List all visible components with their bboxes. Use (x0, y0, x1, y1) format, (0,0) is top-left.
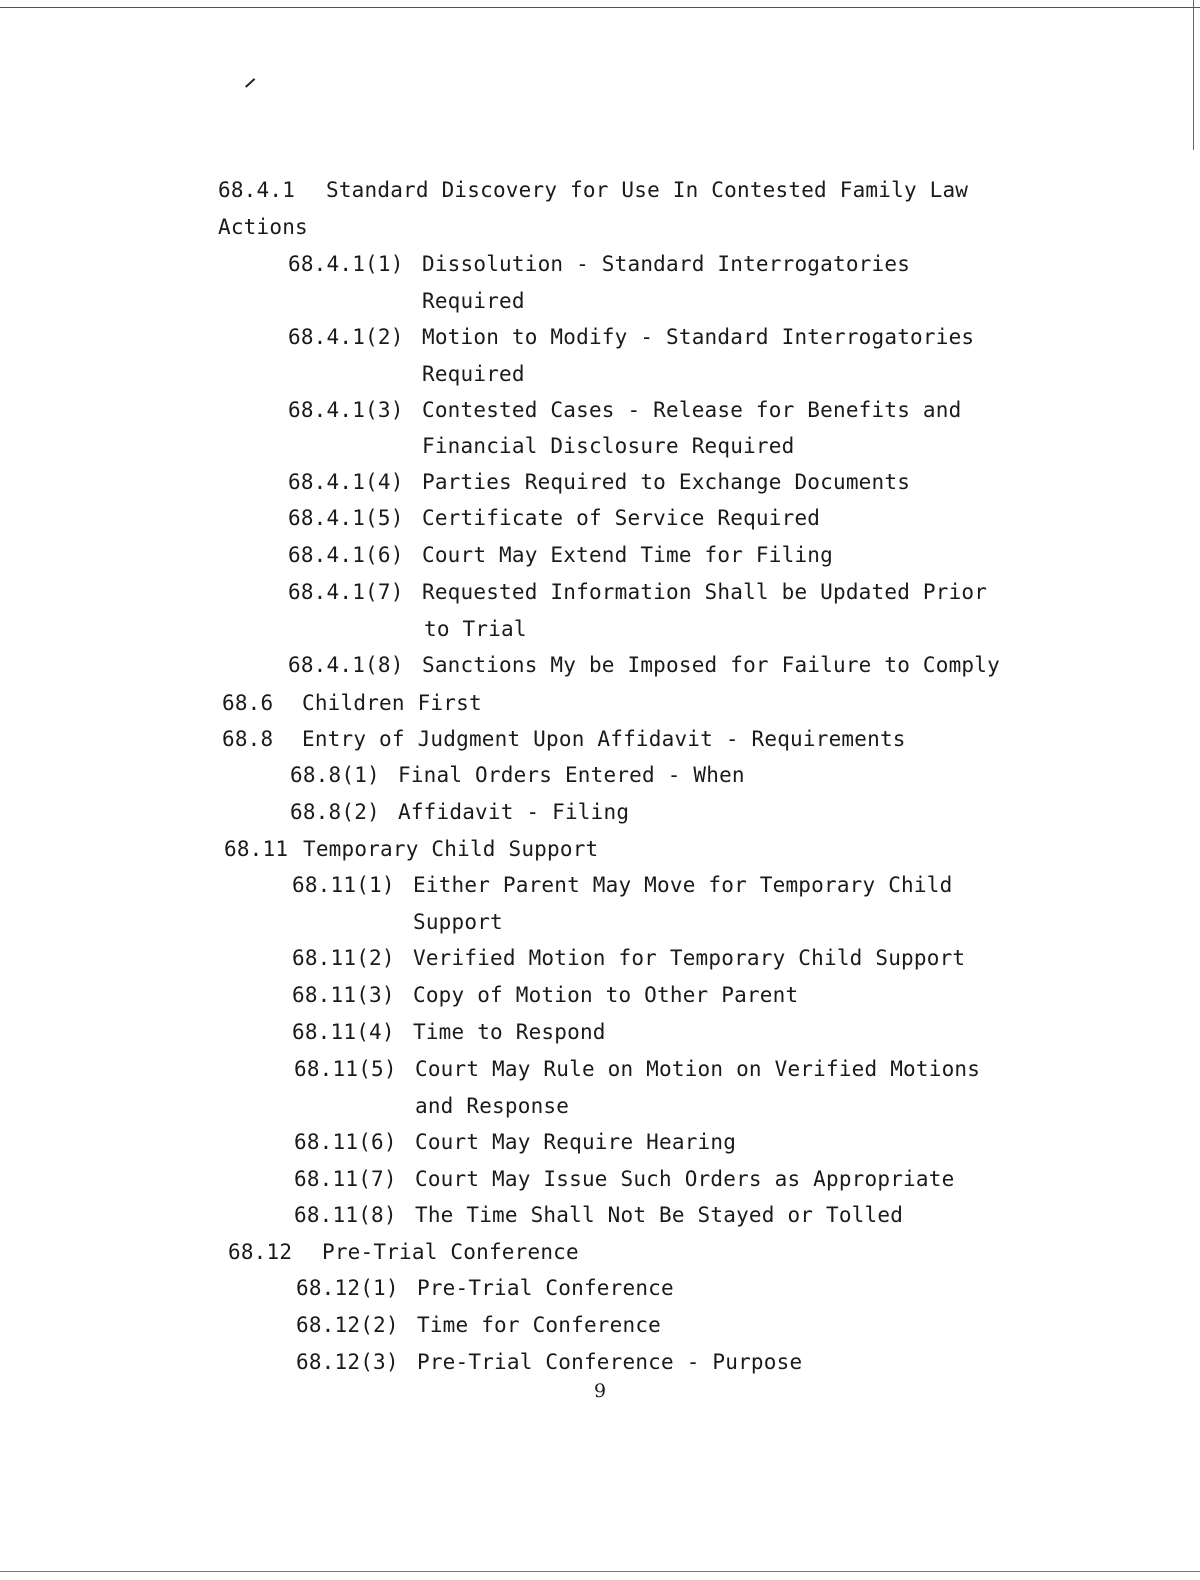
toc-number: 68.4.1(6) (288, 543, 404, 567)
toc-entry (288, 647, 1000, 684)
toc-title: The Time Shall Not Be Stayed or Tolled (415, 1203, 904, 1227)
toc-entry (290, 757, 745, 794)
toc-entry (296, 1344, 802, 1381)
toc-entry (294, 1051, 980, 1088)
toc-entry (288, 319, 974, 356)
toc-title: Time to Respond (413, 1020, 606, 1044)
toc-number: 68.11 (224, 837, 289, 861)
toc-entry (288, 246, 910, 283)
toc-continuation: Required (422, 289, 525, 313)
toc-entry (218, 172, 968, 209)
toc-entry (290, 794, 629, 831)
toc-entry (288, 537, 833, 574)
toc-title: Time for Conference (417, 1313, 662, 1337)
toc-title: Sanctions My be Imposed for Failure to Comply (422, 653, 1000, 677)
toc-title: Children First (302, 691, 482, 715)
toc-number: 68.4.1(4) (288, 470, 404, 494)
toc-number: 68.12 (228, 1240, 293, 1264)
toc-entry (228, 1234, 579, 1271)
toc-number: 68.12(3) (296, 1350, 399, 1374)
toc-entry (288, 574, 987, 611)
toc-title: Standard Discovery for Use In Contested Family Law (326, 178, 969, 202)
toc-number: 68.11(6) (294, 1130, 397, 1154)
toc-number: 68.12(1) (296, 1276, 399, 1300)
toc-number: 68.4.1(5) (288, 506, 404, 530)
toc-number: 68.11(8) (294, 1203, 397, 1227)
toc-title: Court May Extend Time for Filing (422, 543, 833, 567)
toc-entry (294, 1124, 736, 1161)
toc-number: 68.11(7) (294, 1167, 397, 1191)
page-number: 9 (593, 1380, 607, 1402)
toc-title: Final Orders Entered - When (398, 763, 745, 787)
toc-continuation: and Response (415, 1094, 570, 1118)
toc-title: Court May Require Hearing (415, 1130, 737, 1154)
scan-bottom-edge (0, 1571, 1200, 1572)
toc-number: 68.11(1) (292, 873, 395, 897)
toc-entry (296, 1307, 661, 1344)
toc-number: 68.11(2) (292, 946, 395, 970)
toc-continuation: Actions (218, 215, 308, 239)
toc-continuation: Required (422, 362, 525, 386)
toc-entry (288, 464, 910, 501)
toc-entry (292, 977, 798, 1014)
toc-title: Dissolution - Standard Interrogatories (422, 252, 911, 276)
toc-title: Parties Required to Exchange Documents (422, 470, 911, 494)
toc-title: Pre-Trial Conference - Purpose (417, 1350, 803, 1374)
toc-title: Affidavit - Filing (398, 800, 630, 824)
toc-title: Pre-Trial Conference (322, 1240, 579, 1264)
toc-entry (294, 1161, 954, 1198)
toc-continuation: to Trial (424, 617, 527, 641)
toc-number: 68.4.1(2) (288, 325, 404, 349)
toc-title: Copy of Motion to Other Parent (413, 983, 799, 1007)
toc-number: 68.8 (222, 727, 274, 751)
toc-title: Entry of Judgment Upon Affidavit - Requirements (302, 727, 906, 751)
toc-continuation: Support (413, 910, 503, 934)
toc-entry (292, 1014, 606, 1051)
toc-number: 68.11(3) (292, 983, 395, 1007)
pen-mark (245, 78, 255, 87)
toc-entry (294, 1197, 903, 1234)
toc-number: 68.4.1(3) (288, 398, 404, 422)
toc-continuation: Financial Disclosure Required (422, 434, 795, 458)
toc-entry (296, 1270, 674, 1307)
toc-entry (222, 685, 482, 722)
toc-number: 68.12(2) (296, 1313, 399, 1337)
toc-title: Verified Motion for Temporary Child Support (413, 946, 966, 970)
toc-title: Either Parent May Move for Temporary Child (413, 873, 953, 897)
scan-right-edge (1193, 0, 1194, 150)
toc-number: 68.11(4) (292, 1020, 395, 1044)
toc-number: 68.4.1(7) (288, 580, 404, 604)
toc-number: 68.6 (222, 691, 274, 715)
toc-entry (222, 721, 906, 758)
toc-number: 68.8(1) (290, 763, 380, 787)
toc-entry (288, 392, 961, 429)
toc-number: 68.4.1 (218, 178, 296, 202)
toc-title: Contested Cases - Release for Benefits and (422, 398, 962, 422)
toc-entry (288, 500, 820, 537)
toc-title: Pre-Trial Conference (417, 1276, 674, 1300)
toc-title: Court May Rule on Motion on Verified Motions (415, 1057, 981, 1081)
toc-entry (224, 831, 598, 868)
toc-entry (292, 867, 952, 904)
scan-top-edge (0, 7, 1200, 8)
toc-number: 68.11(5) (294, 1057, 397, 1081)
toc-title: Temporary Child Support (303, 837, 599, 861)
toc-title: Motion to Modify - Standard Interrogatories (422, 325, 975, 349)
toc-number: 68.4.1(1) (288, 252, 404, 276)
toc-number: 68.4.1(8) (288, 653, 404, 677)
toc-number: 68.8(2) (290, 800, 380, 824)
toc-title: Requested Information Shall be Updated Prior (422, 580, 988, 604)
toc-title: Certificate of Service Required (422, 506, 821, 530)
toc-title: Court May Issue Such Orders as Appropriate (415, 1167, 955, 1191)
toc-entry (292, 940, 965, 977)
